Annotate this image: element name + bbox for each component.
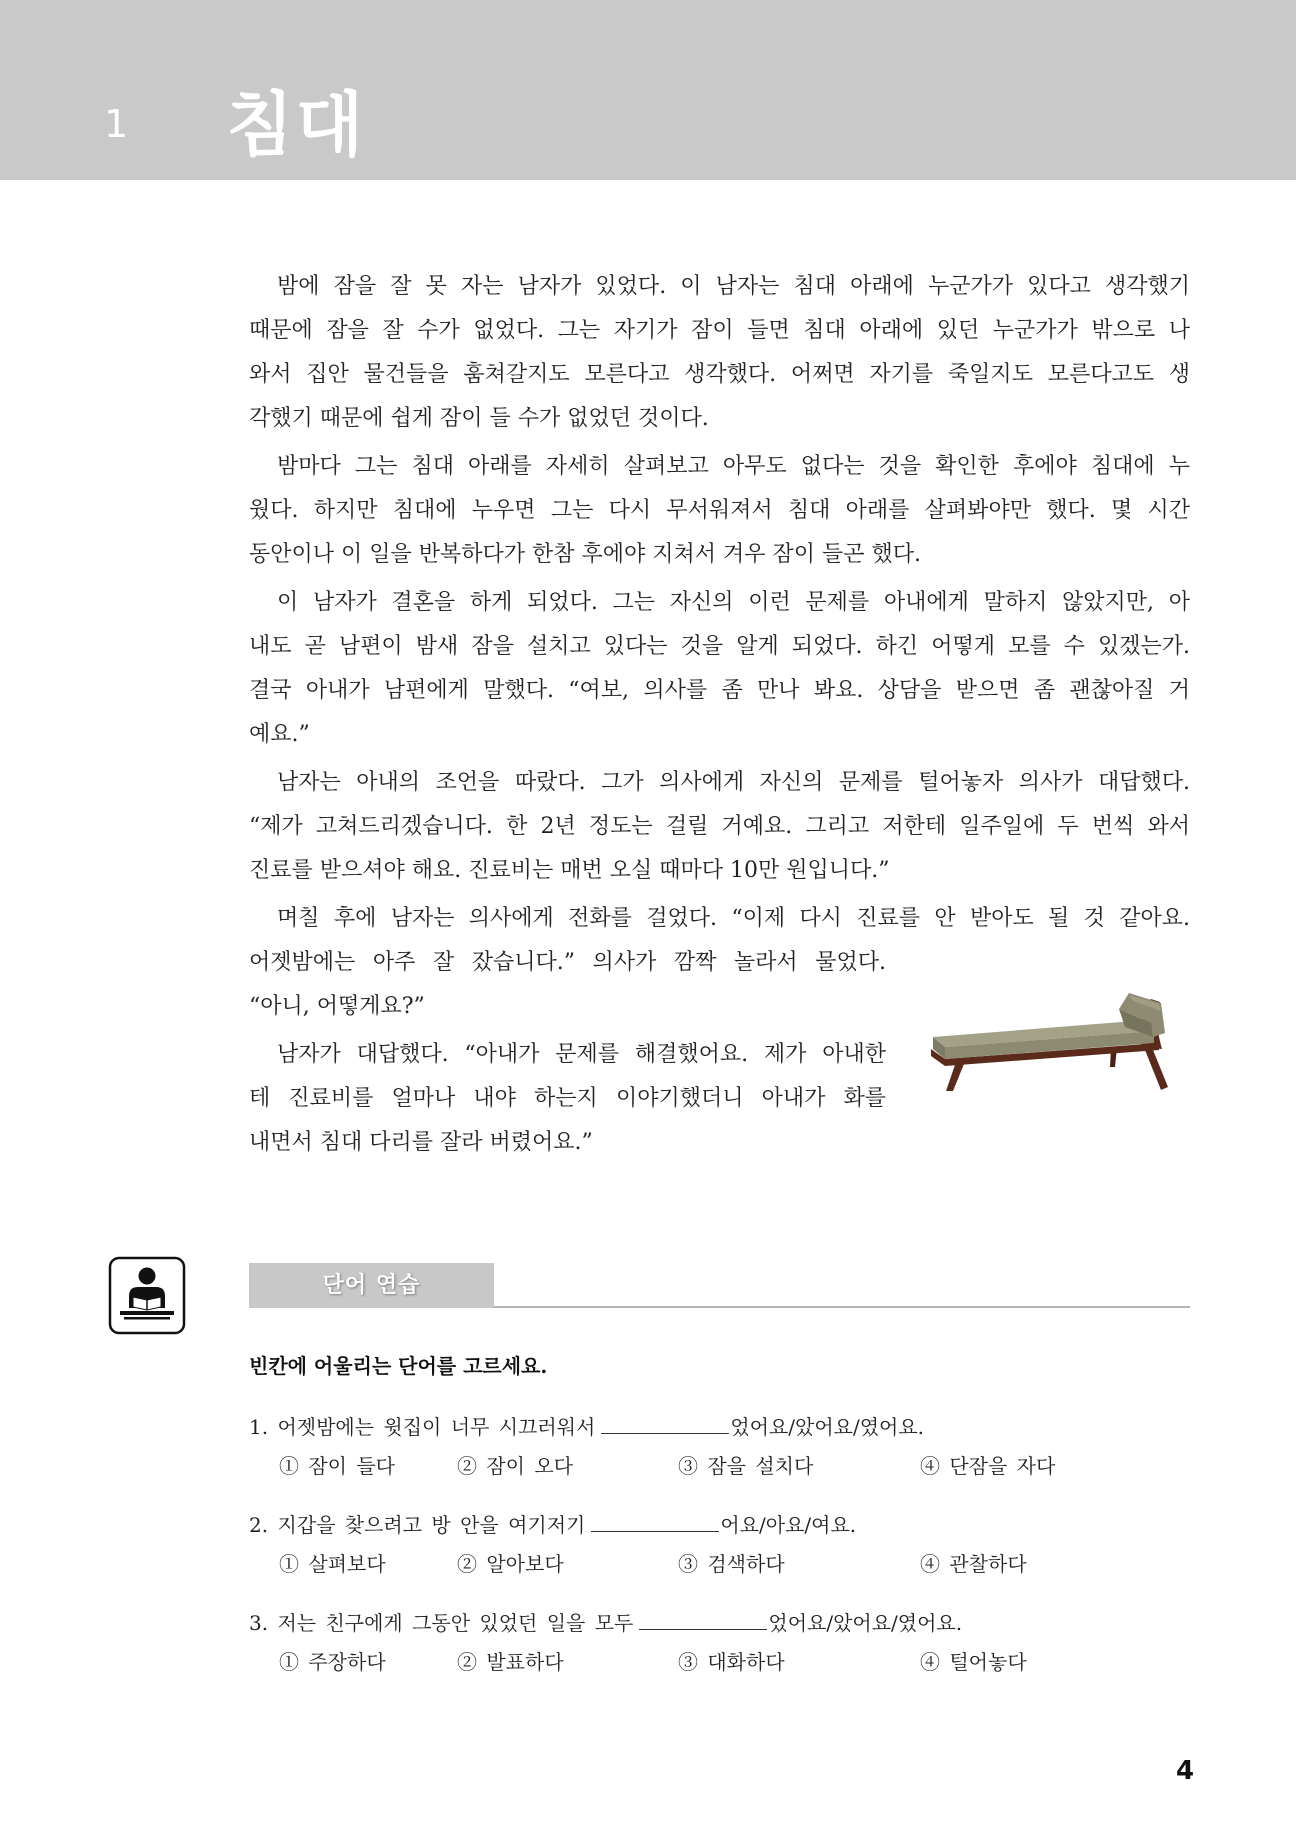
story-line: 각했기 때문에 쉽게 잠이 들 수가 없었던 것이다.: [249, 406, 709, 431]
answer-option: ① 주장하다: [279, 1650, 386, 1674]
section-tab: 단어 연습: [249, 1263, 494, 1308]
question-prefix: 어젯밤에는 윗집이 너무 시끄러워서: [277, 1415, 596, 1439]
answer-blank: [591, 1512, 719, 1532]
page-number: 4: [1176, 1756, 1195, 1786]
answer-option: ① 잠이 들다: [279, 1454, 395, 1478]
question-suffix: 었어요/았어요/였어요.: [768, 1611, 963, 1635]
question-prefix: 저는 친구에게 그동안 있었던 일을 모두: [277, 1611, 634, 1635]
answer-option: ③ 검색하다: [678, 1552, 785, 1576]
answer-blank: [601, 1414, 729, 1434]
story-line: 와서 집안 물건들을 훔쳐갈지도 모른다고 생각했다. 어쩌면 자기를 죽일지도 모른다고도 생: [249, 362, 1190, 387]
story-line: 내면서 침대 다리를 잘라 버렸어요.”: [249, 1130, 593, 1155]
answer-option: ④ 단잠을 자다: [920, 1454, 1056, 1478]
chapter-number: 1: [104, 102, 129, 146]
question: [249, 1512, 856, 1538]
question-suffix: 었어요/았어요/였어요.: [730, 1415, 925, 1439]
answer-option: ③ 대화하다: [678, 1650, 785, 1674]
reading-person-icon: [108, 1256, 186, 1335]
exercise-instruction: 빈칸에 어울리는 단어를 고르세요.: [249, 1354, 548, 1378]
bed-illustration: [929, 987, 1169, 1093]
answer-option: ④ 관찰하다: [920, 1552, 1027, 1576]
story-line: 결국 아내가 남편에게 말했다. “여보, 의사를 좀 만나 봐요. 상담을 받으면 좀 괜찮아질 거: [249, 678, 1190, 703]
question: [249, 1610, 962, 1636]
story-line: 이 남자가 결혼을 하게 되었다. 그는 자신의 이런 문제를 아내에게 말하지 않았지만, 아: [277, 590, 1190, 615]
story-paragraph: [249, 761, 1190, 893]
story-paragraph: [249, 265, 1190, 441]
story-line: 남자는 아내의 조언을 따랐다. 그가 의사에게 자신의 문제를 털어놓자 의사가 대답했다.: [277, 770, 1190, 795]
story-line: “제가 고쳐드리겠습니다. 한 2년 정도는 걸릴 거예요. 그리고 저한테 일주일에 두 번씩 와서: [249, 814, 1190, 839]
chapter-header-band: [0, 0, 1296, 180]
answer-option: ② 잠이 오다: [457, 1454, 573, 1478]
answer-option: ④ 털어놓다: [920, 1650, 1027, 1674]
story-line: 남자가 대답했다. “아내가 문제를 해결했어요. 제가 아내한: [277, 1042, 886, 1067]
story-line: 동안이나 이 일을 반복하다가 한참 후에야 지쳐서 겨우 잠이 들곤 했다.: [249, 542, 921, 567]
chapter-title: 침대: [226, 84, 366, 166]
story-line: 며칠 후에 남자는 의사에게 전화를 걸었다. “이제 다시 진료를 안 받아도 될 것 같아요.: [277, 906, 1190, 931]
story-line: 웠다. 하지만 침대에 누우면 그는 다시 무서워져서 침대 아래를 살펴봐야만 했다. 몇 시간: [249, 498, 1190, 523]
question-number: 1.: [249, 1415, 269, 1439]
question-number: 2.: [249, 1513, 269, 1537]
story-paragraph: [249, 445, 1190, 577]
answer-option: ② 알아보다: [457, 1552, 564, 1576]
answer-option: ③ 잠을 설치다: [678, 1454, 814, 1478]
bed-leg-right: [1143, 1045, 1168, 1090]
answer-option: ① 살펴보다: [279, 1552, 386, 1576]
story-line: 진료를 받으셔야 해요. 진료비는 매번 오실 때마다 10만 원입니다.”: [249, 858, 890, 883]
story-line: “아니, 어떻게요?”: [249, 994, 425, 1019]
story-line: 예요.”: [249, 722, 310, 747]
story-line: 어젯밤에는 아주 잘 잤습니다.” 의사가 깜짝 놀라서 물었다.: [249, 950, 886, 975]
question-number: 3.: [249, 1611, 269, 1635]
story-line: 밤에 잠을 잘 못 자는 남자가 있었다. 이 남자는 침대 아래에 누군가가 있다고 생각했기: [277, 274, 1190, 299]
question-suffix: 어요/아요/여요.: [720, 1513, 857, 1537]
story-line: 내도 곧 남편이 밤새 잠을 설치고 있다는 것을 알게 되었다. 하긴 어떻게 모를 수 있겠는가.: [249, 634, 1190, 659]
answer-blank: [639, 1610, 767, 1630]
question: [249, 1414, 924, 1440]
story-paragraph: [249, 581, 1190, 757]
answer-option: ② 발표하다: [457, 1650, 564, 1674]
story-line: 테 진료비를 얼마나 내야 하는지 이야기했더니 아내가 화를: [249, 1086, 886, 1111]
story-line: 때문에 잠을 잘 수가 없었다. 그는 자기가 잠이 들면 침대 아래에 있던 누군가가 밖으로 나: [249, 318, 1190, 343]
story-line: 밤마다 그는 침대 아래를 자세히 살펴보고 아무도 없다는 것을 확인한 후에야 침대에 누: [277, 454, 1190, 479]
question-prefix: 지갑을 찾으려고 방 안을 여기저기: [277, 1513, 586, 1537]
